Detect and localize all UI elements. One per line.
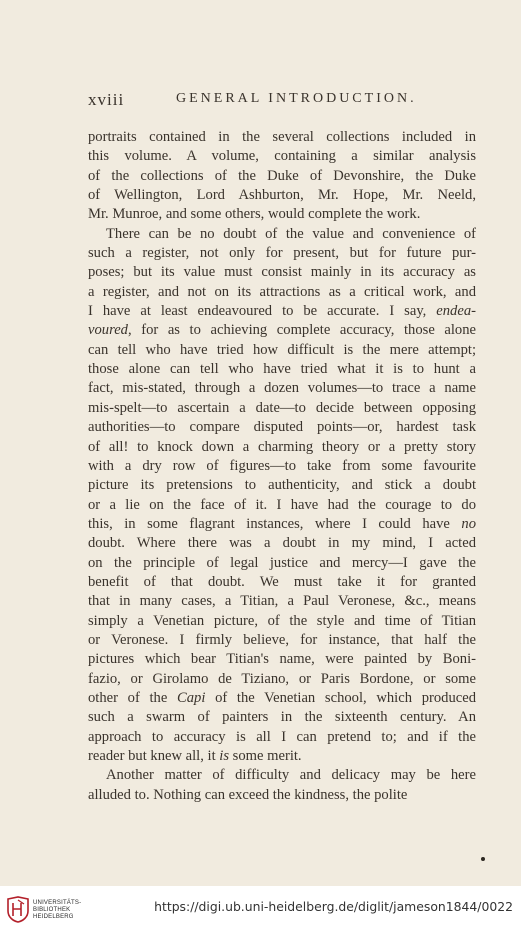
text-line: this, in some flagrant instances, where I could have no — [88, 515, 476, 532]
text-line: of the collections of the Duke of Devonshire, the Duke — [88, 167, 476, 184]
text-line: Mr. Munroe, and some others, would complete the work. — [88, 206, 421, 223]
text-line: There can be no doubt of the value and convenience of — [106, 225, 476, 242]
text-line: that in many cases, a Titian, a Paul Veronese, &c., means — [88, 593, 476, 610]
text-line: reader but knew all, it is some merit. — [88, 748, 302, 764]
text-line: fact, mis-stated, through a dozen volumes—to trace a name — [88, 380, 476, 397]
text-line: portraits contained in the several collections included in — [88, 129, 476, 145]
text-line: mis-spelt—to ascertain a date—to decide between opposing — [88, 399, 476, 416]
paragraph — [88, 766, 476, 805]
text-line: authorities—to compare disputed points—or, hardest task — [88, 419, 476, 436]
text-line: or Veronese. I firmly believe, for instance, that half the — [88, 631, 476, 648]
text-line: I have at least endeavoured to be accurate. I say, endea- — [88, 303, 476, 320]
text-line: on the principle of legal justice and mercy—I gave the — [88, 554, 476, 571]
text-line: picture its pretensions to authenticity, and stick a doubt — [88, 477, 476, 494]
source-url-link[interactable]: https://digi.ub.uni-heidelberg.de/diglit/jameson1844/0022 — [154, 899, 513, 914]
text-line: doubt. Where there was a doubt in my mind, I acted — [88, 535, 476, 552]
text-line: with a dry row of figures—to take from some favourite — [88, 457, 476, 474]
paragraph — [88, 225, 476, 767]
text-line: a register, and not on its attractions as a critical work, and — [88, 283, 476, 300]
running-title: GENERAL INTRODUCTION. — [176, 91, 417, 106]
text-line: of all! to knock down a charming theory or a pretty story — [88, 438, 476, 455]
text-line: simply a Venetian picture, of the style and time of Titian — [88, 612, 476, 629]
text-line: approach to accuracy is all I can pretend to; and if the — [88, 728, 476, 745]
text-line: benefit of that doubt. We must take it for granted — [88, 573, 476, 590]
text-line: can tell who have tried how difficult is the mere attempt; — [88, 341, 476, 358]
text-line: of Wellington, Lord Ashburton, Mr. Hope, Mr. Neeld, — [88, 187, 476, 204]
text-line: alluded to. Nothing can exceed the kindness, the polite — [88, 786, 408, 803]
text-line: fazio, or Girolamo de Tiziano, or Paris Bordone, or some — [88, 670, 476, 687]
body-text — [88, 128, 476, 805]
library-name: UNIVERSITÄTS- BIBLIOTHEK HEIDELBERG — [33, 900, 82, 920]
page-number: xviii — [88, 90, 125, 109]
text-line: this volume. A volume, containing a similar analysis — [88, 148, 476, 165]
text-line: or a lie on the face of it. I have had the courage to do — [88, 496, 476, 513]
print-mark — [481, 857, 485, 861]
page-header — [88, 90, 476, 112]
text-line: voured, for as to achieving complete accuracy, those alone — [88, 322, 476, 339]
text-line: those alone can tell who have tried what it is to hunt a — [88, 361, 476, 378]
viewer-footer — [0, 886, 521, 930]
text-line: pictures which bear Titian's name, were painted by Boni- — [88, 651, 476, 668]
paragraph — [88, 128, 476, 225]
text-line: Another matter of difficulty and delicacy may be here — [106, 767, 476, 784]
text-line: poses; but its value must consist mainly in its accuracy as — [88, 264, 476, 281]
university-library-logo-icon — [6, 896, 30, 923]
text-line: such a register, not only for present, but for future pur- — [88, 245, 476, 262]
text-line: other of the Capi of the Venetian school, which produced — [88, 689, 476, 706]
text-line: such a swarm of painters in the sixteenth century. An — [88, 709, 476, 726]
